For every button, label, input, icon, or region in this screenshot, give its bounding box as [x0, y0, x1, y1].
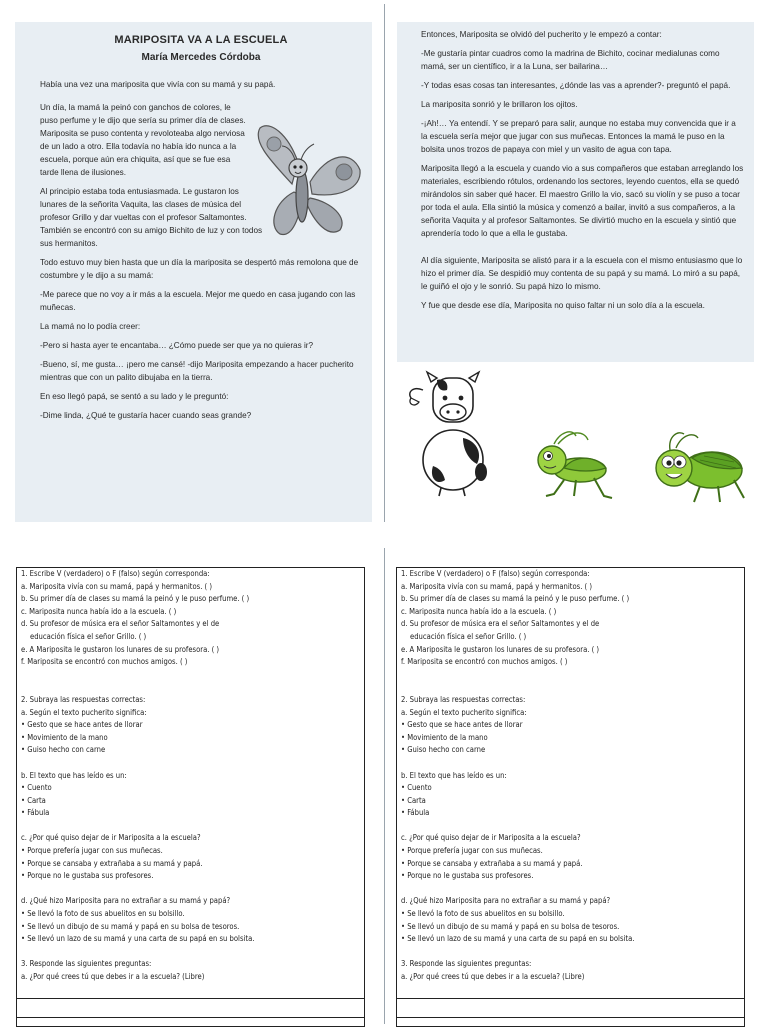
story-paragraph: La mariposita sonrió y le brillaron los ojitos. [421, 100, 578, 109]
story-page-2 [397, 22, 754, 362]
question-1-item: e. A Mariposita le gustaron los lunares de su profesora. ( ) [21, 644, 220, 654]
question-2d-option: • Se llevó un dibujo de su mamá y papá en su bolsa de tesoros. [21, 921, 240, 931]
question-2c-option: • Porque prefería jugar con sus muñecas. [401, 846, 543, 856]
question-1-item: f. Mariposita se encontró con muchos amigos. ( ) [21, 657, 188, 667]
story-paragraph: -Y todas esas cosas tan interesantes, ¿dónde las vas a aprender?- preguntó el papá. [421, 81, 731, 90]
story-paragraph: Mariposita llegó a la escuela y cuando vio a sus compañeros que estaban arreglando los materiales, escribiendo rótulos, ordenando los sectores, leyendo cuentos, ella se quedó mirándolos sin saber qué hacer. El maestro Grillo la vio, sacó su violín y se puso a tocar por toda el aula. Ella sintió la música y comenzó a bailar, invitó a sus compañeros, a la señorita Vaquita y al profesor Saltamontes. Se divirtió mucho en la escuela y sintió que aprendería todo lo que a ella le gustaba. [421, 164, 744, 238]
question-2-title: 2. Subraya las respuestas correctas: [21, 694, 146, 704]
question-2b-title: b. El texto que has leído es un: [401, 770, 507, 780]
story-paragraph: -Dime linda, ¿Qué te gustaría hacer cuando seas grande? [40, 411, 252, 420]
question-1-title: 1. Escribe V (verdadero) o F (falso) según corresponda: [21, 569, 210, 578]
question-3a: a. ¿Por qué crees tú que debes ir a la escuela? (Libre) [21, 972, 205, 981]
question-2c-option: • Porque no le gustaba sus profesores. [21, 871, 154, 881]
question-2b-title: b. El texto que has leído es un: [21, 770, 127, 780]
question-1-item: b. Su primer día de clases su mamá la peinó y le puso perfume. ( ) [401, 594, 630, 604]
question-2a-option: • Movimiento de la mano [401, 732, 488, 742]
story-paragraph: La mamá no lo podía creer: [40, 322, 141, 331]
story-paragraph: -Bueno, sí, me gusta… ¡pero me cansé! -dijo Mariposita empezando a hacer pucherito mientras que con un palito dibujaba en la tierra. [40, 360, 354, 382]
question-1-item: d. Su profesor de música era el señor Saltamontes y el de [401, 619, 600, 629]
cow-illustration [403, 368, 503, 498]
question-2a-option: • Guiso hecho con carne [21, 745, 106, 755]
question-2a-title: a. Según el texto pucherito significa: [401, 707, 527, 717]
question-2b-option: • Cuento [401, 783, 432, 793]
question-1-item: c. Mariposita nunca había ido a la escuela. ( ) [21, 606, 177, 616]
story-paragraph: Todo estuvo muy bien hasta que un día la mariposita se despertó más remolona que de costumbre y le dijo a su mamá: [40, 258, 359, 280]
question-3-title: 3. Responde las siguientes preguntas: [401, 959, 532, 969]
butterfly-illustration [252, 122, 364, 262]
answer-line[interactable] [397, 998, 744, 999]
cricket-illustration [648, 428, 748, 508]
question-1-item: educación física el señor Grillo. ( ) [30, 631, 147, 641]
story-paragraph: Y fue que desde ese día, Mariposita no quiso faltar ni un solo día a la escuela. [421, 301, 705, 310]
question-2a-option: • Gesto que se hace antes de llorar [21, 720, 143, 730]
story-paragraph: Entonces, Mariposita se olvidó del pucherito y le empezó a contar: [421, 30, 662, 39]
quiz-worksheet-right [396, 567, 745, 1027]
question-1-item: a. Mariposita vivía con su mamá, papá y hermanitos. ( ) [401, 581, 593, 591]
question-2b-option: • Carta [401, 795, 426, 805]
story-paragraph: Había una vez una mariposita que vivía con su mamá y su papá. [40, 80, 276, 89]
story-paragraph: -Me parece que no voy a ir más a la escuela. Mejor me quedo en casa jugando con las muñecas. [40, 290, 356, 312]
story-paragraph: Un día, la mamá la peinó con ganchos de colores, le puso perfume y le dijo que sería su primer día de clases. Mariposita se puso contenta y revoloteaba algo nerviosa de un lado a otro. Ella todavía no había ido nunca a la escuela, porque aún era chiquita, así que se fue esa tarde llena de ilusiones. [40, 103, 246, 177]
story-paragraph: Al día siguiente, Mariposita se alistó para ir a la escuela con el mismo entusiasmo que lo hizo el primer día. Se despidió muy contenta de su papá y su mamá. Lo miró a su papá, le guiñó el ojo y le sonrió. Su papá hizo lo mismo. [421, 256, 743, 291]
quiz-worksheet-left [16, 567, 365, 1027]
question-2c-option: • Porque prefería jugar con sus muñecas. [21, 846, 163, 856]
question-2c-option: • Porque se cansaba y extrañaba a su mamá y papá. [21, 858, 203, 868]
question-1-item: b. Su primer día de clases su mamá la peinó y le puso perfume. ( ) [21, 594, 250, 604]
story-paragraph: -¡Ah!… Ya entendí. Y se preparó para salir, aunque no estaba muy convencida que ir a la escuela sería mejor que jugar con sus muñecas. Entonces la mamá le puso en la bolsita unos trozos de papaya con miel y un vasito de agua con tapa. [421, 119, 736, 154]
question-2c-option: • Porque se cansaba y extrañaba a su mamá y papá. [401, 858, 583, 868]
story-paragraph: En eso llegó papá, se sentó a su lado y le preguntó: [40, 392, 229, 401]
question-2b-option: • Fábula [401, 808, 430, 818]
question-1-item: c. Mariposita nunca había ido a la escuela. ( ) [401, 606, 557, 616]
question-2c-title: c. ¿Por qué quiso dejar de ir Mariposita a la escuela? [21, 833, 201, 843]
question-2d-title: d. ¿Qué hizo Mariposita para no extrañar a su mamá y papá? [401, 896, 611, 906]
question-2c-option: • Porque no le gustaba sus profesores. [401, 871, 534, 881]
answer-line[interactable] [17, 998, 364, 999]
question-2d-option: • Se llevó la foto de sus abuelitos en su bolsillo. [21, 909, 185, 919]
question-1-item: f. Mariposita se encontró con muchos amigos. ( ) [401, 657, 568, 667]
question-2a-option: • Gesto que se hace antes de llorar [401, 720, 523, 730]
question-2d-option: • Se llevó un dibujo de su mamá y papá en su bolsa de tesoros. [401, 921, 620, 931]
question-1-title: 1. Escribe V (verdadero) o F (falso) según corresponda: [401, 569, 590, 578]
question-1-item: educación física el señor Grillo. ( ) [410, 631, 527, 641]
story-paragraph: Al principio estaba toda entusiasmada. Le gustaron los lunares de la señorita Vaquita, las clases de música del profesor Grillo y dar vueltas con el profesor Saltamontes. También se encontró con su amigo Bichito de luz y con todos sus hermanitos. [40, 187, 263, 248]
question-2c-title: c. ¿Por qué quiso dejar de ir Mariposita a la escuela? [401, 833, 581, 843]
story-paragraph: -Pero si hasta ayer te encantaba… ¿Cómo puede ser que ya no quieras ir? [40, 341, 314, 350]
question-2-title: 2. Subraya las respuestas correctas: [401, 694, 526, 704]
question-3a: a. ¿Por qué crees tú que debes ir a la escuela? (Libre) [401, 972, 585, 981]
question-2a-title: a. Según el texto pucherito significa: [21, 707, 147, 717]
story-author: María Mercedes Córdoba [141, 52, 261, 63]
question-2d-option: • Se llevó un lazo de su mamá y una carta de su papá en su bolsita. [401, 934, 635, 944]
question-2b-option: • Fábula [21, 808, 50, 818]
page-divider-top [384, 4, 385, 522]
grasshopper-illustration [524, 424, 614, 504]
question-2a-option: • Guiso hecho con carne [401, 745, 486, 755]
question-2a-option: • Movimiento de la mano [21, 732, 108, 742]
story-page-1 [15, 22, 372, 522]
answer-line[interactable] [397, 1017, 744, 1018]
answer-line[interactable] [17, 1017, 364, 1018]
question-2d-option: • Se llevó la foto de sus abuelitos en su bolsillo. [401, 909, 565, 919]
question-2d-title: d. ¿Qué hizo Mariposita para no extrañar a su mamá y papá? [21, 896, 231, 906]
question-2d-option: • Se llevó un lazo de su mamá y una carta de su papá en su bolsita. [21, 934, 255, 944]
question-1-item: a. Mariposita vivía con su mamá, papá y hermanitos. ( ) [21, 581, 213, 591]
question-1-item: e. A Mariposita le gustaron los lunares de su profesora. ( ) [401, 644, 600, 654]
question-2b-option: • Carta [21, 795, 46, 805]
question-3-title: 3. Responde las siguientes preguntas: [21, 959, 152, 969]
question-1-item: d. Su profesor de música era el señor Saltamontes y el de [21, 619, 220, 629]
story-title: MARIPOSITA VA A LA ESCUELA [114, 34, 288, 46]
page-divider-bottom [384, 548, 385, 1024]
story-paragraph: -Me gustaría pintar cuadros como la madrina de Bichito, cocinar medialunas como mamá, ser un científico, ir a la Luna, ser bailarina… [421, 49, 720, 71]
question-2b-option: • Cuento [21, 783, 52, 793]
